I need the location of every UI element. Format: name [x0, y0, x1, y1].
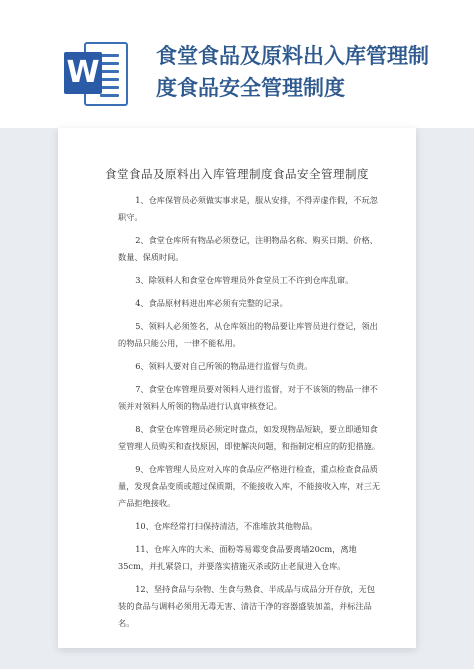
page-title-line-1: 食堂食品及原料出入库管理制 [156, 44, 429, 68]
document-title: 食堂食品及原料出入库管理制度食品安全管理制度 [105, 167, 369, 181]
rule-item: 6、领料人要对自己所领的物品进行监督与负责。 [135, 361, 313, 371]
rule-item: 10、仓库经常打扫保持清洁，不准堆放其他物品。 [135, 521, 318, 531]
rules-list [118, 192, 380, 638]
rule-item: 9、仓库管理人员应对入库的食品应严格进行检查，重点检查食品质量，发现食品变质或超过保质期，不能接收入库，不能接收入库，对三无产品拒绝接收。 [118, 464, 381, 508]
rule-item: 7、食堂仓库管理员要对领料人进行监督，对于不该领的物品一律不领并对领料人所领的物品进行认真审核登记。 [118, 384, 378, 411]
rule-item: 1、仓库保管员必须做实事求是，服从安排，不得弄虚作假，不玩忽职守。 [118, 195, 378, 222]
page-title-line-2: 度食品安全管理制度 [156, 76, 345, 100]
document-page [58, 128, 416, 648]
rule-item: 3、除领料人和食堂仓库管理员外食堂员工不许到仓库乱窜。 [135, 275, 354, 285]
rule-item: 2、食堂仓库所有物品必须登记，注明物品名称、购买日期、价格、数量、保质时间。 [118, 235, 378, 262]
rule-item: 8、食堂仓库管理员必须定时盘点，如发现物品短缺，要立即通知食堂管理人员购买和查找原因，即使解决问题，和指制定相应的防犯措施。 [118, 424, 381, 451]
header-banner [0, 0, 474, 128]
rule-item: 5、领料人必须签名，从仓库领出的物品要让库管员进行登记，领出的物品只能公用，一律不能私用。 [118, 321, 378, 348]
word-letter-badge: W [64, 52, 102, 94]
rule-item: 4、食品原材料进出库必须有完整的记录。 [135, 298, 288, 308]
rule-item: 11、仓库入库的大米、面粉等易霉变食品要离墙20cm，离地35cm，并扎紧袋口，并要落实措施灭杀或防止老鼠进入仓库。 [118, 544, 357, 571]
rule-item: 12、坚持食品与杂物、生食与熟食、半成品与成品分开存放，无包装的食品与调料必须用无毒无害、清洁干净的容器盛装加盖，并标注品名。 [118, 584, 375, 628]
page-title [156, 40, 456, 104]
word-document-icon [62, 38, 130, 110]
